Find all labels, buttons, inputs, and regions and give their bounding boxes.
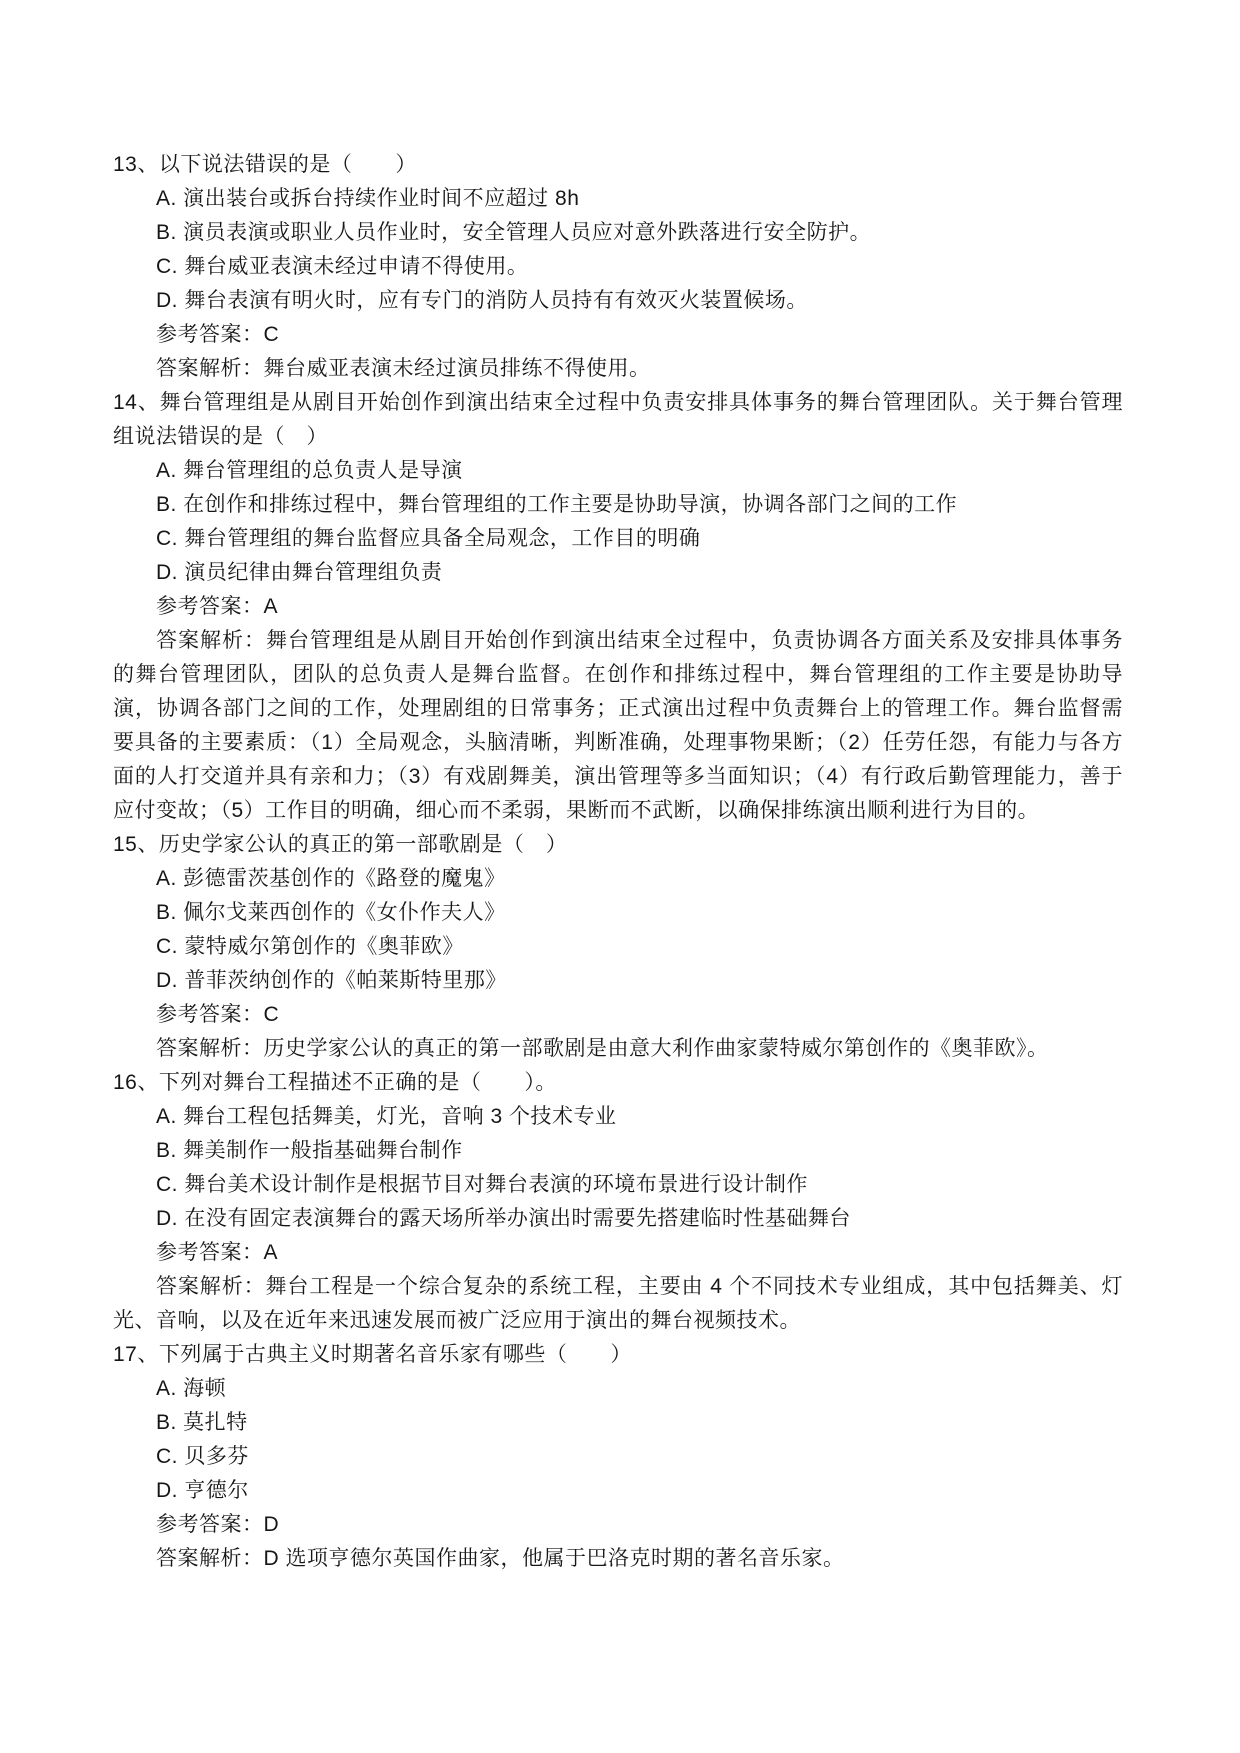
question-title — [113, 1066, 1123, 1100]
analysis-paragraph — [113, 1032, 1123, 1066]
analysis-text: 舞台管理组是从剧目开始创作到演出结束全过程中，负责协调各方面关系及安排具体事务的舞台管理团队，团队的总负责人是舞台监督。在创作和排练过程中，舞台管理组的工作主要是协助导演，协调各部门之间的工作，处理剧组的日常事务；正式演出过程中负责舞台上的管理工作。舞台监督需要具备的主要素质：（1）全局观念，头脑清晰，判断准确，处理事物果断；（2）任劳任怨，有能力与各方面的人打交道并具有亲和力；（3）有戏剧舞美，演出管理等多当面知识；（4）有行政后勤管理能力，善于应付变故；（5）工作目的明确，细心而不柔弱，果断而不武断，以确保排练演出顺利进行为目的。 — [113, 629, 1124, 822]
answer-line — [113, 318, 1123, 352]
question-stem: 舞台管理组是从剧目开始创作到演出结束全过程中负责安排具体事务的舞台管理团队。关于舞台管理组说法错误的是（ ） — [113, 391, 1124, 448]
analysis-text: D 选项亨德尔英国作曲家，他属于巴洛克时期的著名音乐家。 — [263, 1547, 845, 1570]
question-block-17 — [113, 1338, 1123, 1576]
answer-value: A — [263, 1241, 279, 1264]
analysis-paragraph — [113, 352, 1123, 386]
question-option: D. 普菲茨纳创作的《帕莱斯特里那》 — [156, 969, 507, 992]
exam-content — [113, 148, 1123, 1576]
analysis-paragraph — [113, 1270, 1123, 1338]
question-option: C. 舞台美术设计制作是根据节目对舞台表演的环境布景进行设计制作 — [156, 1173, 808, 1196]
question-block-14 — [113, 386, 1123, 828]
answer-line — [113, 590, 1123, 624]
question-number: 14、 — [113, 391, 160, 414]
question-option: C. 贝多芬 — [156, 1445, 249, 1468]
answer-label: 参考答案： — [156, 1513, 264, 1536]
question-option: B. 演员表演或职业人员作业时，安全管理人员应对意外跌落进行安全防护。 — [156, 221, 872, 244]
question-stem: 以下说法错误的是（ ） — [158, 153, 417, 176]
question-option: A. 舞台管理组的总负责人是导演 — [156, 459, 463, 482]
answer-value: D — [263, 1513, 280, 1536]
question-option: B. 莫扎特 — [156, 1411, 248, 1434]
answer-value: C — [263, 1003, 280, 1026]
answer-label: 参考答案： — [156, 1241, 264, 1264]
analysis-paragraph — [113, 1542, 1123, 1576]
answer-label: 参考答案： — [156, 323, 264, 346]
analysis-label: 答案解析： — [156, 1547, 264, 1570]
question-title — [113, 148, 1123, 182]
question-option: C. 舞台管理组的舞台监督应具备全局观念，工作目的明确 — [156, 527, 701, 550]
question-option: D. 亨德尔 — [156, 1479, 249, 1502]
question-option: A. 舞台工程包括舞美，灯光，音响 3 个技术专业 — [156, 1105, 617, 1128]
answer-label: 参考答案： — [156, 595, 264, 618]
answer-value: C — [263, 323, 280, 346]
analysis-label: 答案解析： — [156, 629, 266, 652]
question-title — [113, 386, 1123, 454]
question-block-15 — [113, 828, 1123, 1066]
answer-label: 参考答案： — [156, 1003, 264, 1026]
question-number: 15、 — [113, 833, 159, 856]
analysis-paragraph — [113, 624, 1123, 828]
answer-line — [113, 998, 1123, 1032]
question-block-13 — [113, 148, 1123, 386]
answer-line — [113, 1508, 1123, 1542]
question-number: 17、 — [113, 1343, 159, 1366]
question-option: D. 演员纪律由舞台管理组负责 — [156, 561, 443, 584]
question-number: 13、 — [113, 153, 159, 176]
question-option: B. 舞美制作一般指基础舞台制作 — [156, 1139, 463, 1162]
analysis-text: 历史学家公认的真正的第一部歌剧是由意大利作曲家蒙特威尔第创作的《奥菲欧》。 — [263, 1037, 1049, 1060]
question-option: A. 海顿 — [156, 1377, 227, 1400]
question-block-16 — [113, 1066, 1123, 1338]
analysis-label: 答案解析： — [156, 1037, 264, 1060]
question-number: 16、 — [113, 1071, 159, 1094]
question-option: D. 舞台表演有明火时，应有专门的消防人员持有有效灭火装置候场。 — [156, 289, 808, 312]
question-option: D. 在没有固定表演舞台的露天场所举办演出时需要先搭建临时性基础舞台 — [156, 1207, 851, 1230]
question-option: C. 蒙特威尔第创作的《奥菲欧》 — [156, 935, 464, 958]
question-option: B. 佩尔戈莱西创作的《女仆作夫人》 — [156, 901, 506, 924]
question-option: B. 在创作和排练过程中，舞台管理组的工作主要是协助导演，协调各部门之间的工作 — [156, 493, 958, 516]
analysis-label: 答案解析： — [156, 357, 264, 380]
analysis-text: 舞台威亚表演未经过演员排练不得使用。 — [263, 357, 651, 380]
question-option: A. 演出装台或拆台持续作业时间不应超过 8h — [156, 187, 580, 210]
answer-line — [113, 1236, 1123, 1270]
analysis-label: 答案解析： — [156, 1275, 266, 1298]
question-title — [113, 1338, 1123, 1372]
question-stem: 下列属于古典主义时期著名音乐家有哪些（ ） — [158, 1343, 632, 1366]
answer-value: A — [263, 595, 279, 618]
question-title — [113, 828, 1123, 862]
question-option: A. 彭德雷茨基创作的《路登的魔鬼》 — [156, 867, 506, 890]
question-stem: 下列对舞台工程描述不正确的是（ ）。 — [158, 1071, 557, 1094]
analysis-text: 舞台工程是一个综合复杂的系统工程，主要由 4 个不同技术专业组成，其中包括舞美、灯光、音响，以及在近年来迅速发展而被广泛应用于演出的舞台视频技术。 — [113, 1275, 1123, 1332]
question-option: C. 舞台威亚表演未经过申请不得使用。 — [156, 255, 529, 278]
question-stem: 历史学家公认的真正的第一部歌剧是（ ） — [158, 833, 568, 856]
